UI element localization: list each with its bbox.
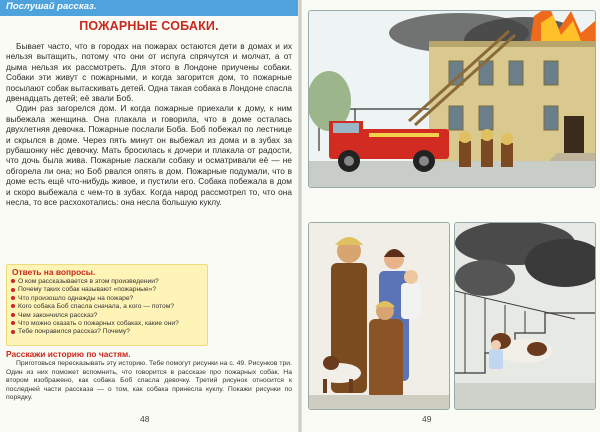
questions-list — [11, 278, 205, 337]
illustration-dog-saves-girl — [308, 222, 450, 410]
questions-box — [6, 264, 208, 346]
bullet-icon — [11, 330, 15, 334]
illustration-dog-brings-doll — [454, 222, 596, 410]
bullet-icon — [11, 313, 15, 317]
section-header-band — [0, 0, 298, 16]
rescue-scene-icon — [309, 223, 449, 409]
story-text — [6, 41, 292, 208]
story-paragraph-1: Бывает часто, что в городах на пожарах остаются дети в домах и их нельзя вытащить, потому что они от испуга спрячутся и молчат, а от дыма нельзя их рассмотреть. Для этого в Лондоне приучены собаки. Собаки эти живут с пожарными, и когда загорится дом, то пожарные посылают собак вытаскивать детей. Одна такая собака в Лондоне спасла двенадцать детей; её звали Боб. — [6, 41, 292, 104]
question-item: Почему таких собак называют «пожарные»? — [11, 286, 205, 294]
right-page — [302, 0, 600, 432]
question-item: Тебе понравился рассказ? Почему? — [11, 328, 205, 336]
left-page — [0, 0, 298, 432]
story-paragraph-2: Один раз загорелся дом. И когда пожарные приехали к дому, к ним выбежала женщина. Она плакала и говорила, что в доме осталась двухлетняя девочка. Пожарные послали Боба. Боб побежал по лестнице и скрылся в доме. Через пять минут он выбежал из дома и в зубах за рубашонку нёс девочку. Мать бросилась к дочери и плакала от радости, что дочь была жива. Пожарные ласкали собаку и осматривали её — не обгорела ли она; но Боб рвался опять в дом. Пожарные подумали, что в доме есть ещё что-нибудь живое, и пустили его. Собака побежала в дом и скоро выбежала с чем-то в зубах. Когда народ рассмотрел то, что она несла, то все расхохотались: она несла большую куклу. — [6, 103, 292, 208]
question-item: О ком рассказывается в этом произведении? — [11, 278, 205, 286]
question-item: Что можно сказать о пожарных собаках, какие они? — [11, 320, 205, 328]
question-item: Кого собака Боб спасла сначала, а кого — потом? — [11, 303, 205, 311]
questions-heading: Ответь на вопросы. — [12, 267, 96, 277]
retell-text: Приготовься пересказывать эту историю. Тебе помогут рисунки на с. 49. Рисунков три. Один из них поможет вспомнить, что говорится в рассказе про пожарных собак. На втором изображено, как собака Боб спасла девочку. Третий рисунок относится к последней части рассказа — о том, как собака принесла куклу. Покажи рисунки по порядку. — [6, 360, 292, 402]
section-label: Послушай рассказ. — [6, 1, 97, 12]
bullet-icon — [11, 296, 15, 300]
page-number-right: 49 — [422, 414, 432, 424]
bullet-icon — [11, 321, 15, 325]
question-item: Что произошло однажды на пожаре? — [11, 295, 205, 303]
question-item: Чем закончился рассказ? — [11, 312, 205, 320]
retell-heading: Расскажи историю по частям. — [6, 349, 131, 359]
bullet-icon — [11, 304, 15, 308]
bullet-icon — [11, 288, 15, 292]
illustration-fire-truck — [308, 10, 596, 188]
bullet-icon — [11, 279, 15, 283]
fire-scene-icon — [309, 11, 595, 187]
story-title: ПОЖАРНЫЕ СОБАКИ. — [79, 19, 219, 33]
doll-scene-icon — [455, 223, 595, 409]
page-number-left: 48 — [140, 414, 150, 424]
